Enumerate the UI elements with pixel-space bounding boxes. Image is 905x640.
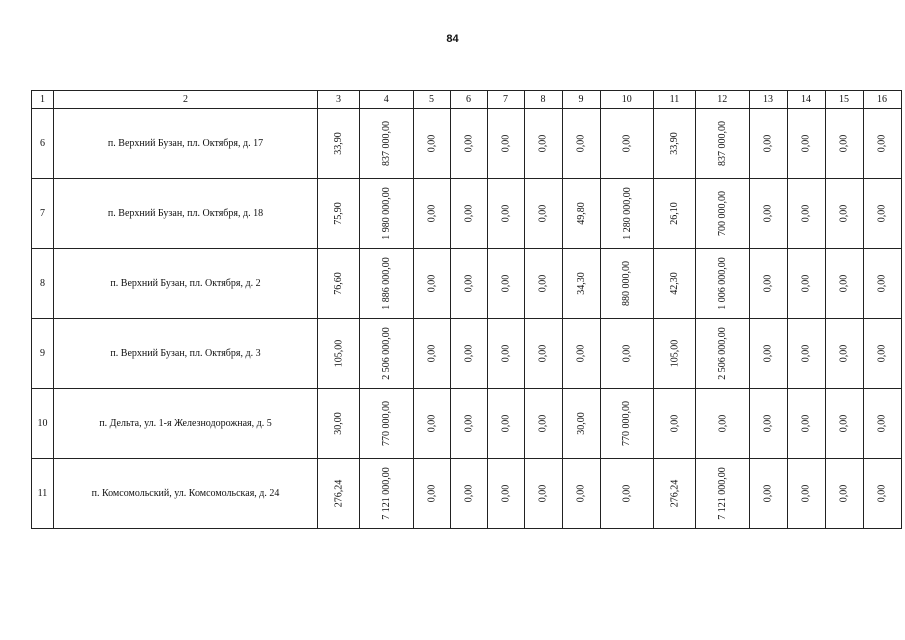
value-cell — [654, 319, 696, 389]
value-cell — [360, 459, 414, 529]
value-cell — [787, 319, 825, 389]
value-cell — [825, 249, 863, 319]
value-text: 276,24 — [669, 479, 680, 508]
value-cell — [413, 319, 450, 389]
value-text: 837 000,00 — [380, 121, 392, 166]
value-cell — [749, 389, 787, 459]
value-text: 75,90 — [333, 202, 344, 225]
address-cell: п. Дельта, ул. 1-я Железнодорожная, д. 5 — [54, 389, 318, 459]
value-text: 770 000,00 — [621, 401, 633, 446]
row-number: 11 — [32, 459, 54, 529]
row-number: 8 — [32, 249, 54, 319]
value-cell — [696, 389, 750, 459]
value-cell — [562, 249, 600, 319]
row-number: 6 — [32, 109, 54, 179]
value-text: 0,00 — [621, 134, 633, 153]
value-cell — [450, 319, 487, 389]
value-text: 0,00 — [800, 274, 812, 293]
table-row — [32, 249, 902, 319]
value-text: 0,00 — [537, 204, 549, 223]
column-header: 10 — [600, 91, 654, 109]
value-cell — [562, 389, 600, 459]
value-text: 0,00 — [800, 134, 812, 153]
column-header: 9 — [562, 91, 600, 109]
value-cell — [524, 459, 562, 529]
value-cell — [524, 319, 562, 389]
value-cell — [524, 389, 562, 459]
value-text: 2 506 000,00 — [380, 327, 392, 380]
value-cell — [863, 459, 901, 529]
value-text: 0,00 — [500, 484, 511, 503]
value-text: 0,00 — [669, 414, 680, 433]
value-cell — [696, 459, 750, 529]
value-cell — [749, 459, 787, 529]
value-text: 1 980 000,00 — [380, 187, 392, 240]
value-cell — [600, 249, 654, 319]
address-cell: п. Верхний Бузан, пл. Октября, д. 3 — [54, 319, 318, 389]
value-text: 0,00 — [621, 484, 633, 503]
value-cell — [413, 459, 450, 529]
column-header: 5 — [413, 91, 450, 109]
value-cell — [487, 179, 524, 249]
value-text: 700 000,00 — [716, 191, 728, 236]
value-text: 33,90 — [669, 132, 680, 155]
column-header: 4 — [360, 91, 414, 109]
row-number: 9 — [32, 319, 54, 389]
value-text: 0,00 — [500, 134, 511, 153]
value-cell — [749, 319, 787, 389]
value-text: 0,00 — [838, 484, 850, 503]
column-header: 6 — [450, 91, 487, 109]
value-cell — [318, 389, 360, 459]
value-text: 0,00 — [838, 344, 850, 363]
value-cell — [863, 109, 901, 179]
value-text: 0,00 — [537, 344, 549, 363]
value-cell — [360, 109, 414, 179]
value-cell — [524, 109, 562, 179]
value-cell — [825, 319, 863, 389]
table-row — [32, 459, 902, 529]
value-cell — [413, 389, 450, 459]
value-cell — [487, 109, 524, 179]
value-cell — [450, 249, 487, 319]
value-cell — [654, 389, 696, 459]
value-text: 0,00 — [838, 204, 850, 223]
value-text: 1 280 000,00 — [621, 187, 633, 240]
value-cell — [600, 389, 654, 459]
value-text: 0,00 — [426, 344, 437, 363]
value-text: 0,00 — [876, 484, 888, 503]
value-cell — [749, 179, 787, 249]
value-cell — [600, 319, 654, 389]
value-cell — [696, 249, 750, 319]
value-text: 26,10 — [669, 202, 680, 225]
value-cell — [450, 109, 487, 179]
value-cell — [413, 109, 450, 179]
value-text: 0,00 — [463, 414, 474, 433]
column-header: 8 — [524, 91, 562, 109]
value-cell — [318, 459, 360, 529]
value-cell — [654, 459, 696, 529]
value-text: 7 121 000,00 — [716, 467, 728, 520]
value-cell — [413, 249, 450, 319]
table-row — [32, 179, 902, 249]
value-text: 1 006 000,00 — [716, 257, 728, 310]
value-cell — [654, 249, 696, 319]
value-cell — [654, 109, 696, 179]
value-text: 0,00 — [876, 274, 888, 293]
value-text: 0,00 — [537, 274, 549, 293]
value-text: 0,00 — [800, 344, 812, 363]
page-number: 84 — [446, 33, 459, 45]
value-text: 0,00 — [762, 344, 774, 363]
value-text: 2 506 000,00 — [716, 327, 728, 380]
value-cell — [318, 109, 360, 179]
value-cell — [524, 249, 562, 319]
value-cell — [318, 319, 360, 389]
address-cell: п. Верхний Бузан, пл. Октября, д. 17 — [54, 109, 318, 179]
value-text: 0,00 — [463, 204, 474, 223]
column-header: 3 — [318, 91, 360, 109]
value-text: 0,00 — [575, 484, 587, 503]
value-text: 0,00 — [800, 414, 812, 433]
value-cell — [600, 179, 654, 249]
value-text: 0,00 — [762, 134, 774, 153]
value-text: 0,00 — [762, 204, 774, 223]
value-cell — [863, 389, 901, 459]
value-text: 0,00 — [426, 484, 437, 503]
table-row — [32, 109, 902, 179]
value-text: 0,00 — [537, 134, 549, 153]
value-cell — [787, 459, 825, 529]
value-text: 30,00 — [333, 412, 344, 435]
value-text: 0,00 — [426, 414, 437, 433]
value-cell — [825, 179, 863, 249]
value-cell — [863, 319, 901, 389]
value-text: 0,00 — [716, 414, 728, 433]
value-text: 0,00 — [762, 274, 774, 293]
value-cell — [487, 459, 524, 529]
value-text: 0,00 — [876, 414, 888, 433]
value-text: 0,00 — [762, 484, 774, 503]
value-text: 30,00 — [575, 412, 587, 435]
value-cell — [825, 389, 863, 459]
column-header: 16 — [863, 91, 901, 109]
value-text: 49,80 — [575, 202, 587, 225]
value-text: 76,60 — [333, 272, 344, 295]
value-cell — [450, 459, 487, 529]
value-cell — [863, 179, 901, 249]
column-header: 12 — [696, 91, 750, 109]
value-cell — [600, 109, 654, 179]
value-text: 0,00 — [762, 414, 774, 433]
value-text: 0,00 — [838, 274, 850, 293]
value-text: 1 886 000,00 — [380, 257, 392, 310]
value-text: 105,00 — [669, 339, 680, 368]
column-header: 2 — [54, 91, 318, 109]
value-cell — [360, 389, 414, 459]
value-cell — [696, 319, 750, 389]
value-cell — [787, 389, 825, 459]
column-header: 14 — [787, 91, 825, 109]
value-text: 0,00 — [426, 274, 437, 293]
address-cell: п. Верхний Бузан, пл. Октября, д. 2 — [54, 249, 318, 319]
value-text: 0,00 — [838, 414, 850, 433]
value-text: 33,90 — [333, 132, 344, 155]
table-body — [32, 91, 902, 529]
value-text: 0,00 — [537, 414, 549, 433]
data-table — [31, 90, 902, 529]
address-cell: п. Комсомольский, ул. Комсомольская, д. 24 — [54, 459, 318, 529]
value-text: 0,00 — [463, 344, 474, 363]
value-text: 0,00 — [426, 134, 437, 153]
value-cell — [524, 179, 562, 249]
value-cell — [487, 249, 524, 319]
value-text: 42,30 — [669, 272, 680, 295]
value-cell — [562, 179, 600, 249]
value-text: 0,00 — [838, 134, 850, 153]
value-text: 0,00 — [575, 134, 587, 153]
column-header: 11 — [654, 91, 696, 109]
value-cell — [787, 109, 825, 179]
value-cell — [825, 109, 863, 179]
value-text: 0,00 — [463, 484, 474, 503]
value-cell — [450, 179, 487, 249]
value-text: 0,00 — [500, 274, 511, 293]
value-text: 0,00 — [575, 344, 587, 363]
value-cell — [787, 249, 825, 319]
value-cell — [318, 249, 360, 319]
column-header: 13 — [749, 91, 787, 109]
table-row — [32, 319, 902, 389]
value-text: 0,00 — [426, 204, 437, 223]
value-cell — [825, 459, 863, 529]
value-cell — [787, 179, 825, 249]
row-number: 7 — [32, 179, 54, 249]
column-header: 1 — [32, 91, 54, 109]
value-text: 0,00 — [537, 484, 549, 503]
value-cell — [749, 249, 787, 319]
column-header: 15 — [825, 91, 863, 109]
value-cell — [413, 179, 450, 249]
value-cell — [318, 179, 360, 249]
value-cell — [562, 459, 600, 529]
header-row — [32, 91, 902, 109]
value-cell — [487, 319, 524, 389]
value-cell — [863, 249, 901, 319]
value-text: 105,00 — [333, 339, 344, 368]
value-text: 276,24 — [333, 479, 344, 508]
address-cell: п. Верхний Бузан, пл. Октября, д. 18 — [54, 179, 318, 249]
value-cell — [562, 109, 600, 179]
value-text: 0,00 — [463, 134, 474, 153]
value-text: 0,00 — [500, 344, 511, 363]
row-number: 10 — [32, 389, 54, 459]
value-cell — [749, 109, 787, 179]
value-text: 0,00 — [800, 484, 812, 503]
value-text: 0,00 — [500, 204, 511, 223]
value-cell — [360, 179, 414, 249]
value-text: 0,00 — [800, 204, 812, 223]
value-cell — [360, 249, 414, 319]
value-text: 0,00 — [876, 204, 888, 223]
value-cell — [600, 459, 654, 529]
column-header: 7 — [487, 91, 524, 109]
value-cell — [450, 389, 487, 459]
value-text: 7 121 000,00 — [380, 467, 392, 520]
table-row — [32, 389, 902, 459]
value-cell — [562, 319, 600, 389]
value-text: 0,00 — [876, 344, 888, 363]
value-text: 34,30 — [575, 272, 587, 295]
value-cell — [696, 109, 750, 179]
value-text: 0,00 — [463, 274, 474, 293]
value-cell — [696, 179, 750, 249]
value-text: 0,00 — [500, 414, 511, 433]
value-text: 880 000,00 — [621, 261, 633, 306]
value-text: 0,00 — [876, 134, 888, 153]
value-cell — [487, 389, 524, 459]
value-cell — [654, 179, 696, 249]
value-text: 0,00 — [621, 344, 633, 363]
value-text: 770 000,00 — [380, 401, 392, 446]
value-text: 837 000,00 — [716, 121, 728, 166]
value-cell — [360, 319, 414, 389]
